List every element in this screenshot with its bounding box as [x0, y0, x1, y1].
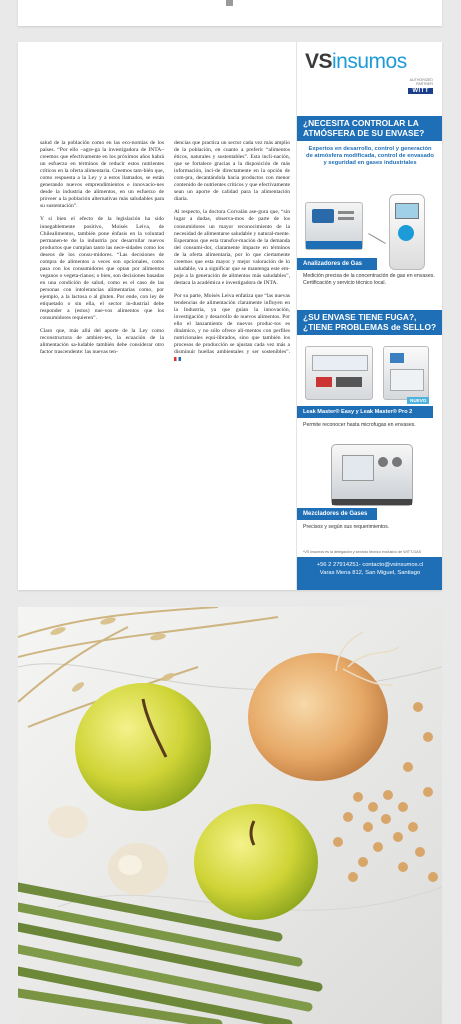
handheld-analyzer-image: [389, 194, 425, 270]
leak-master-easy-image: [305, 346, 373, 400]
contact-bar: [297, 557, 442, 590]
page-marker: [226, 0, 233, 6]
label-gas-analyzers: Analizadores de Gas: [297, 258, 377, 270]
gas-mixer-image: [331, 444, 413, 506]
label-gas-mixers: Mezcladores de Gases: [297, 508, 377, 520]
address: Varas Mena 812, San Miguel, Santiago: [319, 570, 421, 576]
logo-vs: VS: [305, 50, 333, 73]
paragraph: Claro que, más allá del aporte de la Ley como reconstructora de ambien-tes, la ecuación de la alimentación sa-ludable también debe considerar otro factor trascendente: las nuevas ten-: [40, 328, 164, 356]
gas-mixers-description: Precisos y según sus requerimientos.: [303, 524, 390, 530]
label-leak-master: Leak Master® Easy y Leak Master® Pro 2: [297, 406, 433, 418]
footnote: *VS insumos es la delegación y servicio técnico exclusivo de WITT-GAS: [303, 550, 422, 554]
paragraph: salud de la población como en las eco-nomías de los países. “Por ello –agre-ga la investigadora de INTA– creemos que efectivamente en los próximos años habrá un esfuerzo en términos de reducir estos nutrientes críticos en la oferta alimentaria. Creemos tam-bién que, como respuesta a la Ley y a estos llamados, se están generando nuevos emprendimientos e innovacio-nes desde la industria de alimentos, en un esfuerzo de proveer a la población alternativas más saludables para su sustentación”.: [40, 140, 164, 210]
probe-cable: [368, 233, 386, 244]
food-photo: [18, 607, 442, 1024]
new-badge: NUEVO: [407, 397, 429, 404]
partner-line-2: PARTNER: [416, 82, 433, 87]
article-column-1: [40, 140, 164, 362]
gas-analyzers-description: Medición precisa de la concentración de gas en envases. Certificación y servicio técnico local.: [303, 273, 435, 286]
paragraph: dencias que practica un sector cada vez más amplio de la población, en cuanto a preferir “alimentos éticos, naturales y sustentables”. Esta incli-nación, que se fortalece gracias a la disposición de más información, inci-de directamente en la opción de com-pra, decantándola hacia productos con menor contenido de nutrientes críticos y que efectivamente sean un aporte de calidad para la alimentación diaria.: [174, 140, 290, 203]
food-photo-illustration: [18, 607, 442, 1024]
partner-line-1: AUTHORIZED: [409, 78, 433, 82]
magazine-page: [18, 42, 442, 590]
paragraph: Y si bien el efecto de la legislación ha sido innegablemente positivo, Moisés Leiva, de Chilealimentos, también pone énfasis en la voluntad permanen-te de la industria por desarrollar nuevos productos que cumplan tanto las nece-sidades como los deseos de los consu-midores. “Las decisiones de compra de alimentos a veces son opcionales, como pasa con los consumidores que optan por alimentos veganos o vegeta-rianos; o bien, son decisiones basadas en una condición de salud, como es el caso de las personas con intolerancias alimentarias como, por ejemplo, a la lactosa o al gluten. Por ende, con ley de etiquetado o sin ella, el sector in-dustrial debe responder a (estos) nue-vos alimentos que los consumidores requieren”.: [40, 216, 164, 322]
paragraph: [174, 293, 290, 363]
headline-leak: ¿SU ENVASE TIENE FUGA?, ¿TIENE PROBLEMAS de SELLO?: [297, 310, 442, 335]
phone-email: +56 2 27914251- contacto@vsinsumos.cl: [316, 562, 424, 568]
leak-master-pro-image: [383, 346, 429, 400]
subheadline-experts: Expertos en desarrollo, control y generación de atmósfera modificada, control de envasado y seguridad en gases industriales: [306, 146, 434, 166]
article-column-2: [174, 140, 290, 369]
witt-logo: WITT: [408, 88, 433, 94]
paragraph: Al respecto, la doctora Corvalán ase-gura que, “sin lugar a dudas, observa-mos de parte de los consumidores un mayor reconocimiento de la necesidad de alimentarse saludable y natural-mente. Esperamos que esta transfor-mación de la demanda del consumi-dor, claramente impacte en términos de la oferta alimentaria, por lo que ciertamente creemos que esta mayor y mejor valoración de lo saludable, va a significar que se mantenga este em-puje a la generación de alimentos más saludables”, destaca la académica e investigadora de INTA.: [174, 209, 290, 286]
paragraph-text: Por su parte, Moisés Leiva enfatiza que “las nuevas tendencias de alimentación claramente influyen en la Industria, ya que guían la innovación, investigación y desarrollo de nuevos alimentos. Por ello el lanzamiento de nuevos produc-tos es dinámico, y no sólo ofrece ali-mentos con perfiles nutricionales equi-librados, sino que también los procesos de producción se ajustan cada vez más a disminuir huellas ambientales y ser sostenibles”.: [174, 292, 290, 356]
authorized-partner: [371, 78, 433, 94]
leak-master-description: Permite reconocer hasta microfugas en envases.: [303, 422, 416, 428]
end-mark-icon: [174, 357, 181, 361]
vsinsumos-ad: [296, 42, 442, 590]
logo-insumos: insumos: [332, 50, 407, 73]
headline-gas-control: ¿NECESITA CONTROLAR LA ATMÓSFERA DE SU ENVASE?: [297, 116, 442, 141]
vsinsumos-logo: [305, 50, 407, 74]
gas-analyzer-device-image: [305, 202, 363, 250]
